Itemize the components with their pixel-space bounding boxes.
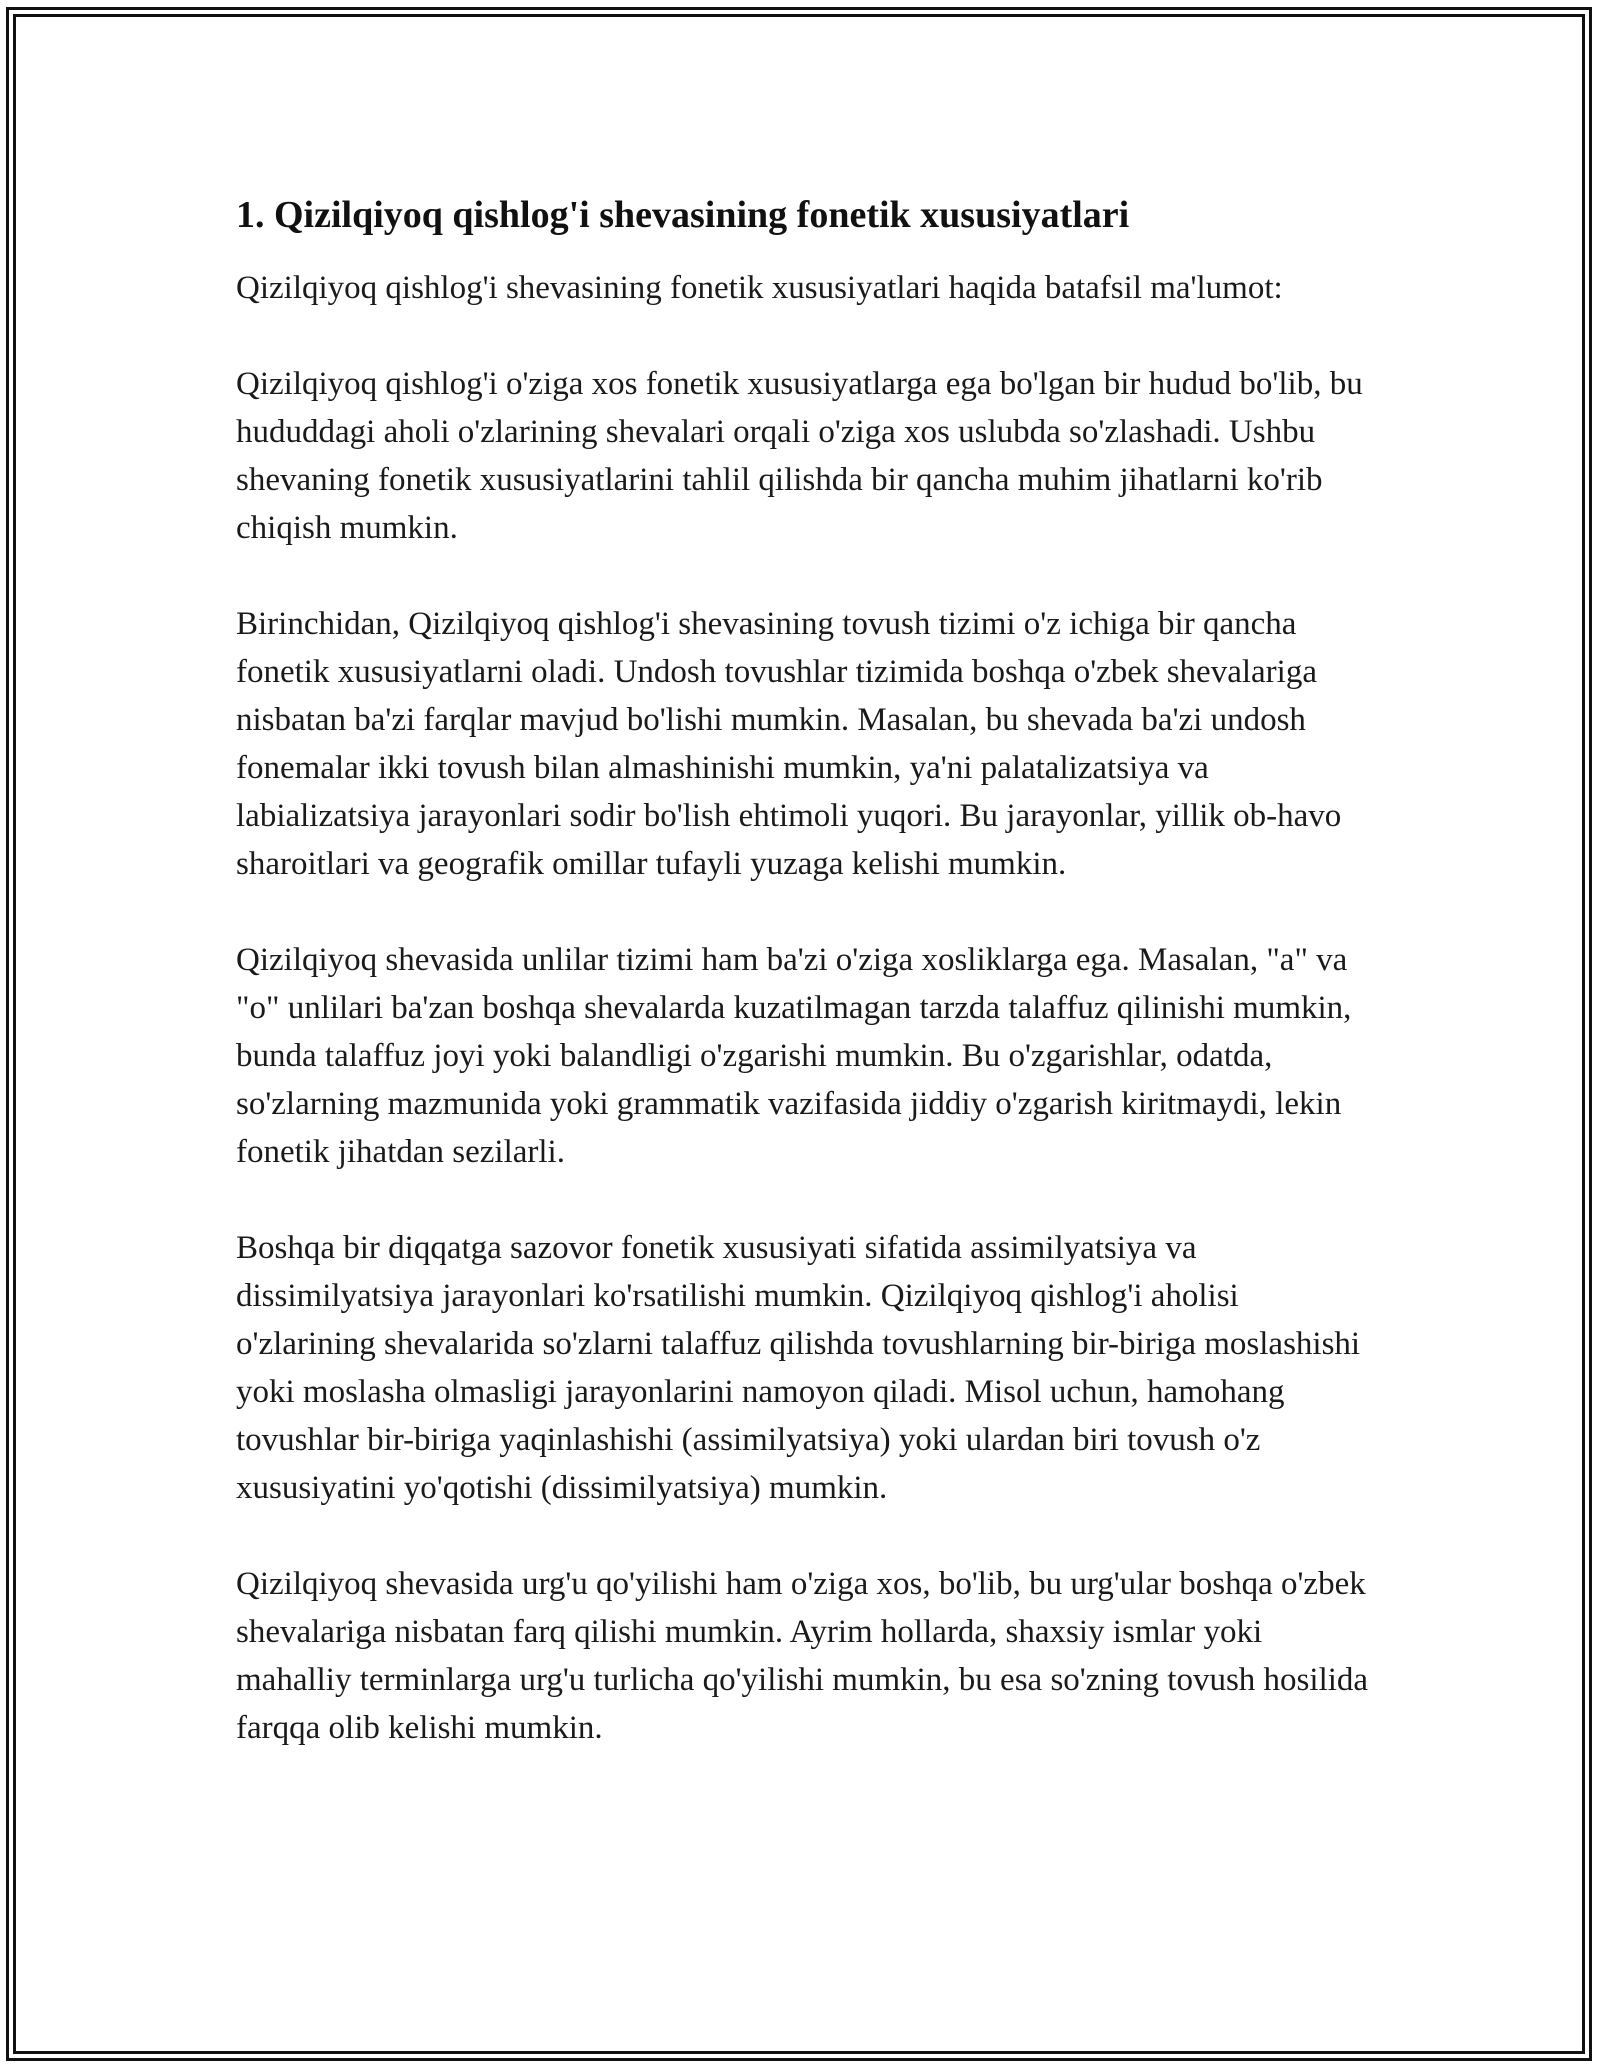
paragraph-assimilation: Boshqa bir diqqatga sazovor fonetik xususiyati sifatida assimilyatsiya va dissimilyatsiya jarayonlari ko'rsatilishi mumkin. Qizilqiyoq qishlog'i aholisi o'zlarining shevalarida so'zlarni talaffuz qilishda tovushlarning bir-biriga moslashishi yoki moslasha olmasligi jarayonlarini namoyon qiladi. Misol uchun, hamohang tovushlar bir-biriga yaqinlashishi (assimilyatsiya) yoki ulardan biri tovush o'z xususiyatini yo'qotishi (dissimilyatsiya) mumkin. <box>236 1230 1361 1506</box>
section-heading: 1. Qizilqiyoq qishlog'i shevasining fonetik xususiyatlari <box>236 194 1130 236</box>
document-body <box>236 190 1376 1800</box>
paragraph-vowels: Qizilqiyoq shevasida unlilar tizimi ham ba'zi o'ziga xosliklarga ega. Masalan, "a" va "o" unlilari ba'zan boshqa shevalarda kuzatilmagan tarzda talaffuz qilinishi mumkin, bunda talaffuz joyi yoki balandligi o'zgarishi mumkin. Bu o'zgarishlar, odatda, so'zlarning mazmunida yoki grammatik vazifasida jiddiy o'zgarish kiritmaydi, lekin fonetik jihatdan sezilarli. <box>236 942 1352 1170</box>
paragraph-intro: Qizilqiyoq qishlog'i shevasining fonetik xususiyatlari haqida batafsil ma'lumot: <box>236 270 1283 306</box>
paragraph-consonants: Birinchidan, Qizilqiyoq qishlog'i shevasining tovush tizimi o'z ichiga bir qancha fonetik xususiyatlarni oladi. Undosh tovushlar tizimida boshqa o'zbek shevalariga nisbatan ba'zi farqlar mavjud bo'lishi mumkin. Masalan, bu shevada ba'zi undosh fonemalar ikki tovush bilan almashinishi mumkin, ya'ni palatalizatsiya va labializatsiya jarayonlari sodir bo'lish ehtimoli yuqori. Bu jarayonlar, yillik ob-havo sharoitlari va geografik omillar tufayli yuzaga kelishi mumkin. <box>236 606 1342 882</box>
paragraph-stress: Qizilqiyoq shevasida urg'u qo'yilishi ham o'ziga xos, bo'lib, bu urg'ular boshqa o'zbek shevalariga nisbatan farq qilishi mumkin. Ayrim hollarda, shaxsiy ismlar yoki mahalliy terminlarga urg'u turlicha qo'yilishi mumkin, bu esa so'zning tovush hosilida farqqa olib kelishi mumkin. <box>236 1566 1369 1746</box>
paragraph-overview: Qizilqiyoq qishlog'i o'ziga xos fonetik xususiyatlarga ega bo'lgan bir hudud bo'lib, bu hududdagi aholi o'zlarining shevalari orqali o'ziga xos uslubda so'zlashadi. Ushbu shevaning fonetik xususiyatlarini tahlil qilishda bir qancha muhim jihatlarni ko'rib chiqish mumkin. <box>236 366 1363 546</box>
